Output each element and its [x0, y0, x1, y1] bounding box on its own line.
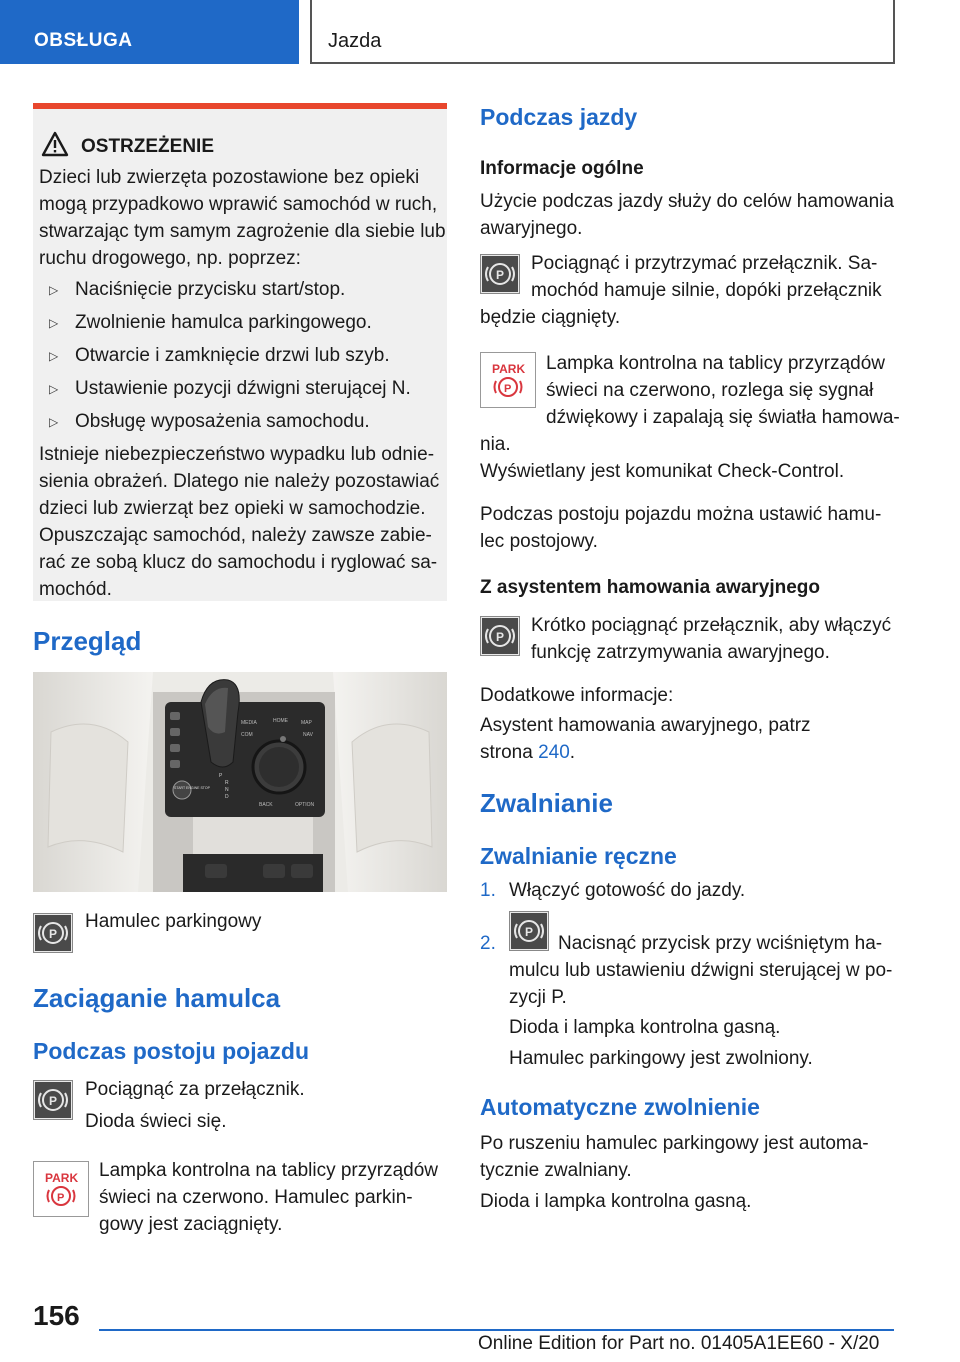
general-text-1: Użycie podczas jazdy służy do celów hamowania: [480, 191, 894, 212]
page-number: 156: [33, 1300, 80, 1331]
photo-caption: Hamulec parkingowy: [85, 911, 262, 932]
emergency-text-2: funkcję zatrzymywania awaryjnego.: [531, 642, 830, 663]
stationary-park-2: świeci na czerwono. Hamulec parkin-: [99, 1187, 413, 1208]
gear-label-d: D: [225, 794, 229, 800]
start-stop-button: [173, 781, 191, 799]
warning-intro-1: Dzieci lub zwierzęta pozostawione bez opieki: [39, 167, 420, 188]
check-control-text: Wyświetlany jest komunikat Check-Control.: [480, 461, 845, 482]
pull-text-2: mochód hamuje silnie, dopóki przełącznik: [531, 280, 882, 301]
parking-brake-icon: [480, 616, 520, 656]
svg-text:PARK: PARK: [492, 362, 526, 376]
step-number: 1.: [480, 880, 496, 901]
release-heading: Zwalnianie: [480, 788, 613, 818]
warning-bullet: Ustawienie pozycji dźwigni sterującej N.: [75, 378, 411, 399]
auto-release-heading: Automatyczne zwolnienie: [480, 1094, 760, 1120]
console-switch-icon: [170, 728, 180, 736]
svg-text:P: P: [57, 1192, 65, 1204]
driving-heading: Podczas jazdy: [480, 104, 638, 130]
svg-text:P: P: [496, 268, 505, 282]
warning-intro-4: ruchu drogowego, np. poprzez:: [39, 248, 301, 269]
pull-text-3: będzie ciągnięty.: [480, 307, 621, 328]
apply-heading: Zaciąganie hamulca: [33, 983, 281, 1013]
stationary-park-1: Lampka kontrolna na tablicy przyrządów: [99, 1160, 439, 1181]
warning-bullet: Otwarcie i zamknięcie drzwi lub szyb.: [75, 345, 390, 366]
center-console-photo: [33, 672, 447, 892]
emergency-text-1: Krótko pociągnąć przełącznik, aby włączyć: [531, 615, 892, 636]
section-label: OBSŁUGA: [34, 30, 133, 51]
park-warning-lamp-icon: [480, 352, 536, 408]
park-warning-lamp-icon: [33, 1161, 89, 1217]
svg-text:P: P: [49, 1094, 58, 1108]
warning-bullet: Zwolnienie hamulca parkingowego.: [75, 312, 372, 333]
general-heading: Informacje ogólne: [480, 158, 644, 179]
console-switch-icon: [170, 760, 180, 768]
photo-label: HOME: [273, 718, 288, 724]
parking-brake-icon: [480, 254, 520, 294]
step-2-line-2: mulcu lub ustawieniu dźwigni sterującej w po-: [509, 960, 893, 981]
warning-bullet: Naciśnięcie przycisku start/stop.: [75, 279, 346, 300]
photo-label: NAV: [303, 732, 313, 738]
page-prefix: strona: [480, 742, 533, 763]
driving-park-3: dźwiękowy i zapalają się światła hamowa-: [546, 407, 900, 428]
svg-text:P: P: [504, 383, 512, 395]
bullet-marker: ▷: [49, 382, 59, 396]
more-info-line: Asystent hamowania awaryjnego, patrz: [480, 715, 811, 736]
manual-note-2: Hamulec parkingowy jest zwolniony.: [509, 1048, 813, 1069]
bullet-marker: ▷: [49, 283, 59, 297]
page-link[interactable]: 240: [538, 742, 570, 763]
warning-outro-3: dzieci lub zwierząt bez opieki w samochodzie.: [39, 498, 426, 519]
step-2-line-3: zycji P.: [509, 987, 567, 1008]
warning-triangle-icon: [41, 131, 69, 157]
bullet-marker: ▷: [49, 349, 59, 363]
stationary-park-3: gowy jest zaciągnięty.: [99, 1214, 283, 1235]
parking-text-2: lec postojowy.: [480, 531, 598, 552]
svg-text:P: P: [525, 925, 534, 939]
page-reference: [480, 739, 575, 766]
warning-intro-3: stwarzając tym samym zagrożenie dla siebie lub: [39, 221, 446, 242]
warning-outro-2: sienia obrażeń. Dlatego nie należy pozostawiać: [39, 471, 440, 492]
overview-heading: Przegląd: [33, 626, 142, 656]
driving-park-1: Lampka kontrolna na tablicy przyrządów: [546, 353, 886, 374]
auto-text-2: tycznie zwalniany.: [480, 1160, 632, 1181]
warning-outro-5: rać ze sobą klucz do samochodu i ryglować sa-: [39, 552, 438, 573]
edition-text: Online Edition for Part no. 01405A1EE60 - X/20: [478, 1333, 880, 1354]
step-1: Włączyć gotowość do jazdy.: [509, 880, 746, 901]
parking-brake-icon: [33, 913, 73, 953]
brake-switch-icon: [205, 864, 227, 878]
warning-outro-6: mochód.: [39, 579, 112, 600]
stationary-step: Pociągnąć za przełącznik.: [85, 1079, 305, 1100]
section-tab: [0, 0, 299, 64]
photo-label: COM: [241, 732, 253, 738]
pull-text-1: Pociągnąć i przytrzymać przełącznik. Sa-: [531, 253, 878, 274]
auto-text-1: Po ruszeniu hamulec parkingowy jest automa-: [480, 1133, 869, 1154]
bullet-marker: ▷: [49, 415, 59, 429]
parking-brake-icon: [509, 911, 549, 951]
step-2-line-1: Nacisnąć przycisk przy wciśniętym ha-: [558, 933, 883, 954]
warning-box: [33, 103, 447, 601]
driving-park-4: nia.: [480, 434, 511, 455]
svg-text:P: P: [49, 927, 58, 941]
more-info-label: Dodatkowe informacje:: [480, 685, 674, 706]
warning-title: OSTRZEŻENIE: [81, 136, 215, 157]
console-switch-icon: [170, 712, 180, 720]
driving-park-2: świeci na czerwono, rozlega się sygnał: [546, 380, 874, 401]
photo-label: OPTION: [295, 802, 315, 808]
console-switch-icon: [291, 864, 313, 878]
gear-label-p: P: [219, 773, 223, 779]
step-number: 2.: [480, 933, 496, 954]
chapter-header: [310, 0, 895, 64]
console-switch-icon: [263, 864, 285, 878]
gear-label-r: R: [225, 780, 229, 786]
stationary-heading: Podczas postoju pojazdu: [33, 1038, 310, 1064]
general-text-2: awaryjnego.: [480, 218, 583, 239]
parking-brake-icon: [33, 1080, 73, 1120]
start-stop-label: START ENGINE STOP: [174, 786, 210, 790]
gear-label-n: N: [225, 787, 229, 793]
emergency-heading: Z asystentem hamowania awaryjnego: [480, 577, 821, 598]
photo-label: BACK: [259, 802, 273, 808]
center-console-illustration: [33, 672, 447, 892]
svg-text:P: P: [496, 630, 505, 644]
auto-note: Dioda i lampka kontrolna gasną.: [480, 1191, 752, 1212]
warning-intro-2: mogą przypadkowo wprawić samochód w ruch,: [39, 194, 438, 215]
warning-outro-1: Istnieje niebezpieczeństwo wypadku lub odnie-: [39, 444, 435, 465]
svg-text:PARK: PARK: [45, 1171, 79, 1185]
manual-release-heading: Zwalnianie ręczne: [480, 843, 677, 869]
manual-note-1: Dioda i lampka kontrolna gasną.: [509, 1017, 781, 1038]
chapter-label: Jazda: [328, 30, 382, 52]
footer-divider: [99, 1329, 894, 1331]
parking-text-1: Podczas postoju pojazdu można ustawić hamu-: [480, 504, 882, 525]
bullet-marker: ▷: [49, 316, 59, 330]
photo-label: MEDIA: [241, 720, 257, 726]
console-switch-icon: [170, 744, 180, 752]
warning-outro-4: Opuszczając samochód, należy zawsze zabie-: [39, 525, 432, 546]
stationary-note: Dioda świeci się.: [85, 1111, 227, 1132]
page-suffix: .: [569, 742, 576, 763]
photo-label: MAP: [301, 720, 312, 726]
warning-bullet: Obsługę wyposażenia samochodu.: [75, 411, 370, 432]
